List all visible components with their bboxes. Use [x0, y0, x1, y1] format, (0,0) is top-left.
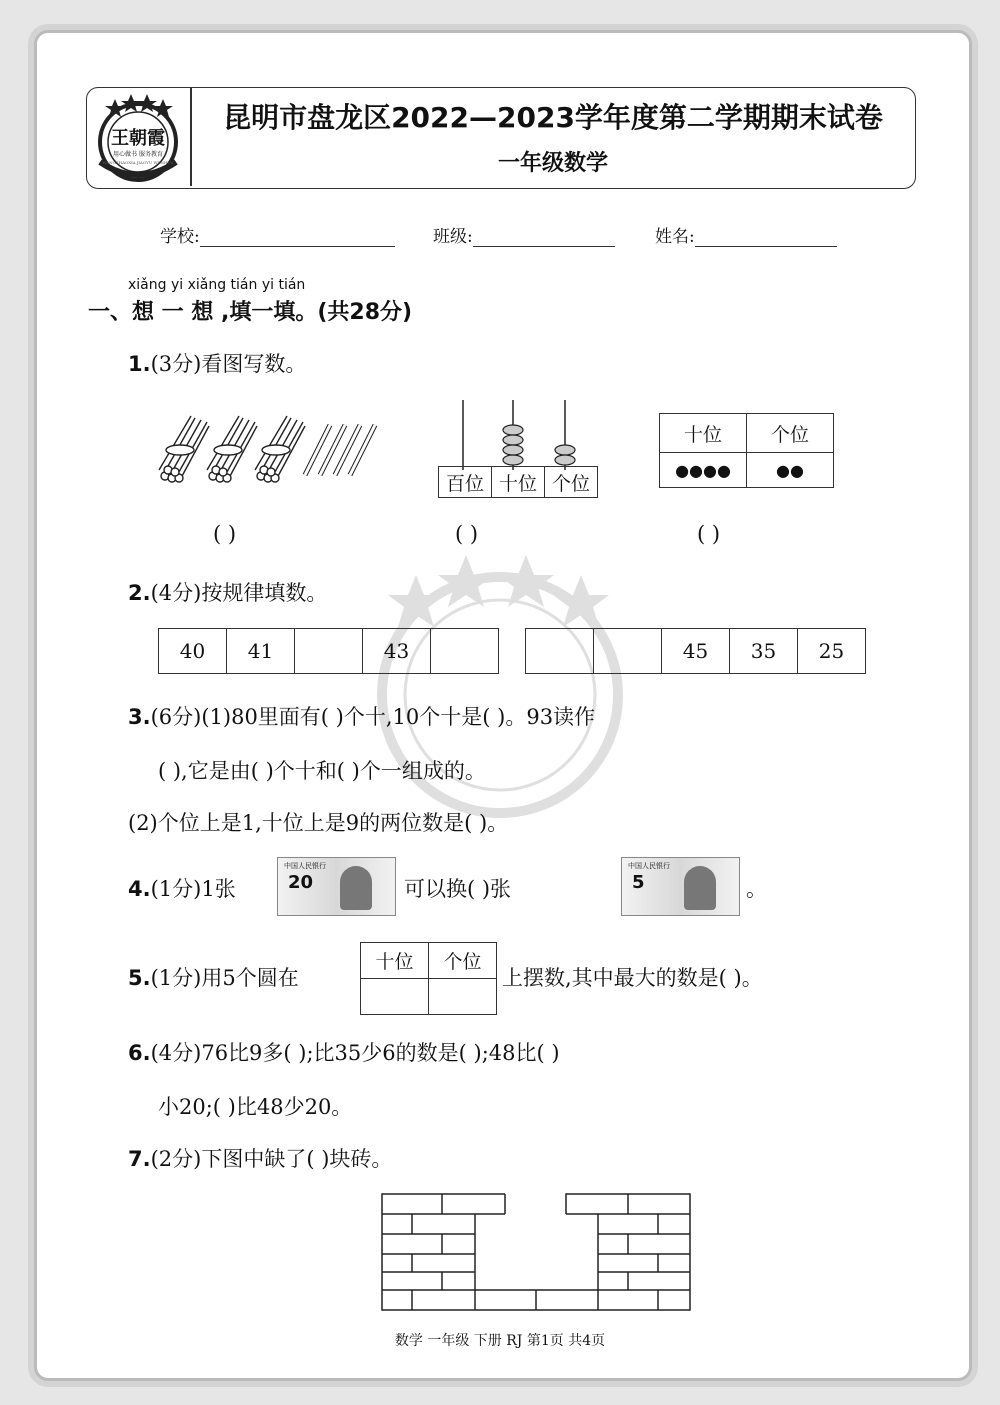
answer-blank[interactable]: ( ): [213, 522, 237, 546]
question-7: [128, 1143, 392, 1173]
question-2: [128, 577, 327, 607]
name-label: 姓名:: [655, 227, 695, 247]
place-header: 十位: [660, 414, 747, 453]
question-number: 7.: [128, 1147, 151, 1171]
class-field[interactable]: [433, 222, 615, 247]
place-value-table: [659, 413, 834, 488]
seq-cell: 25: [818, 639, 845, 663]
banknote-5-image: [621, 857, 740, 916]
page-footer: 数学 一年级 下册 RJ 第1页 共4页: [394, 1333, 606, 1349]
seq-cell: 43: [363, 629, 431, 673]
school-blank[interactable]: [200, 228, 395, 247]
question-3: [128, 701, 595, 731]
school-label: 学校:: [160, 227, 200, 247]
seq-cell: 45: [662, 629, 730, 673]
logo-motto: 用心做书 服务教育: [113, 151, 163, 158]
seq-cell: 40: [159, 629, 227, 673]
question-1: [128, 348, 306, 378]
abacus-labels: [438, 466, 598, 498]
question-text: (1分)用5个圆在: [150, 966, 299, 990]
seq-cell: 41: [227, 629, 295, 673]
question-4: [128, 873, 236, 903]
bill-bank: 中国人民银行: [284, 862, 326, 870]
logo-text: 王朝霞: [111, 128, 165, 149]
answer-blank[interactable]: ( ): [455, 522, 479, 546]
name-field[interactable]: [655, 222, 837, 247]
exam-title: 昆明市盘龙区2022—2023学年度第二学期期末试卷: [223, 101, 883, 134]
grid-header: 十位: [361, 943, 429, 979]
question-text: (2分)下图中缺了( )块砖。: [150, 1147, 393, 1171]
sequence-box-1: [158, 628, 499, 674]
abacus-label: 个位: [545, 467, 598, 498]
question-number: 1.: [128, 352, 151, 376]
answer-blank[interactable]: ( ): [697, 522, 721, 546]
banknote-20-image: [277, 857, 396, 916]
school-field[interactable]: [160, 222, 395, 247]
question-number: 5.: [128, 966, 151, 990]
section-pinyin: xiǎng yi xiǎng tián yi tián: [128, 277, 306, 293]
question-number: 4.: [128, 877, 151, 901]
brick-wall-figure: [380, 1192, 692, 1312]
sequence-box-2: [525, 628, 866, 674]
question-text: (1分)1张: [150, 877, 236, 901]
abacus-label: 百位: [439, 467, 492, 498]
place-header: 个位: [747, 414, 834, 453]
bill-value: 20: [288, 872, 314, 893]
header-divider: [190, 88, 192, 186]
portrait-icon: [340, 866, 372, 910]
seq-cell-blank[interactable]: [594, 629, 662, 673]
grid-cell[interactable]: [361, 979, 429, 1015]
question-text: (6分)(1)80里面有( )个十,10个十是( )。93读作: [150, 705, 596, 729]
seq-cell-blank[interactable]: [526, 629, 594, 673]
abacus-label: 十位: [492, 467, 545, 498]
logo-arc-text: WANGZHAOXIA JIAOYU WENHUA: [102, 160, 174, 165]
question-5-text-b: 上摆数,其中最大的数是( )。: [502, 966, 763, 990]
grid-header: 个位: [429, 943, 497, 979]
bill-value: 5: [632, 872, 645, 893]
seq-cell-blank[interactable]: [431, 629, 498, 673]
question-text: (3分)看图写数。: [150, 352, 307, 376]
class-blank[interactable]: [473, 228, 615, 247]
section-title: 一、想 一 想 ,填一填。(共28分): [88, 300, 413, 325]
question-6: [128, 1037, 560, 1067]
question-4-text-b: 可以换( )张: [404, 877, 512, 901]
place-dots: ●●: [747, 453, 834, 488]
grid-cell[interactable]: [429, 979, 497, 1015]
question-3-line-2: ( ),它是由( )个十和( )个一组成的。: [158, 759, 486, 783]
place-dots: ●●●●: [660, 453, 747, 488]
sticks-figure: [155, 410, 390, 490]
question-text: (4分)76比9多( );比35少6的数是( );48比( ): [150, 1041, 560, 1065]
question-text: (4分)按规律填数。: [150, 581, 328, 605]
class-label: 班级:: [433, 227, 473, 247]
name-blank[interactable]: [695, 228, 837, 247]
question-6-line-2: 小20;( )比48少20。: [158, 1095, 353, 1119]
question-number: 6.: [128, 1041, 151, 1065]
seq-cell: 35: [730, 629, 798, 673]
question-number: 3.: [128, 705, 151, 729]
question-4-text-c: 。: [746, 877, 767, 901]
bill-bank: 中国人民银行: [628, 862, 670, 870]
seq-cell-blank[interactable]: [295, 629, 363, 673]
exam-subtitle: 一年级数学: [497, 151, 608, 176]
question-5: [128, 962, 299, 992]
portrait-icon: [684, 866, 716, 910]
abacus-figure: [435, 400, 595, 470]
question-number: 2.: [128, 581, 151, 605]
question-3-line-3: (2)个位上是1,十位上是9的两位数是( )。: [128, 811, 509, 835]
place-value-grid: [360, 942, 497, 1015]
